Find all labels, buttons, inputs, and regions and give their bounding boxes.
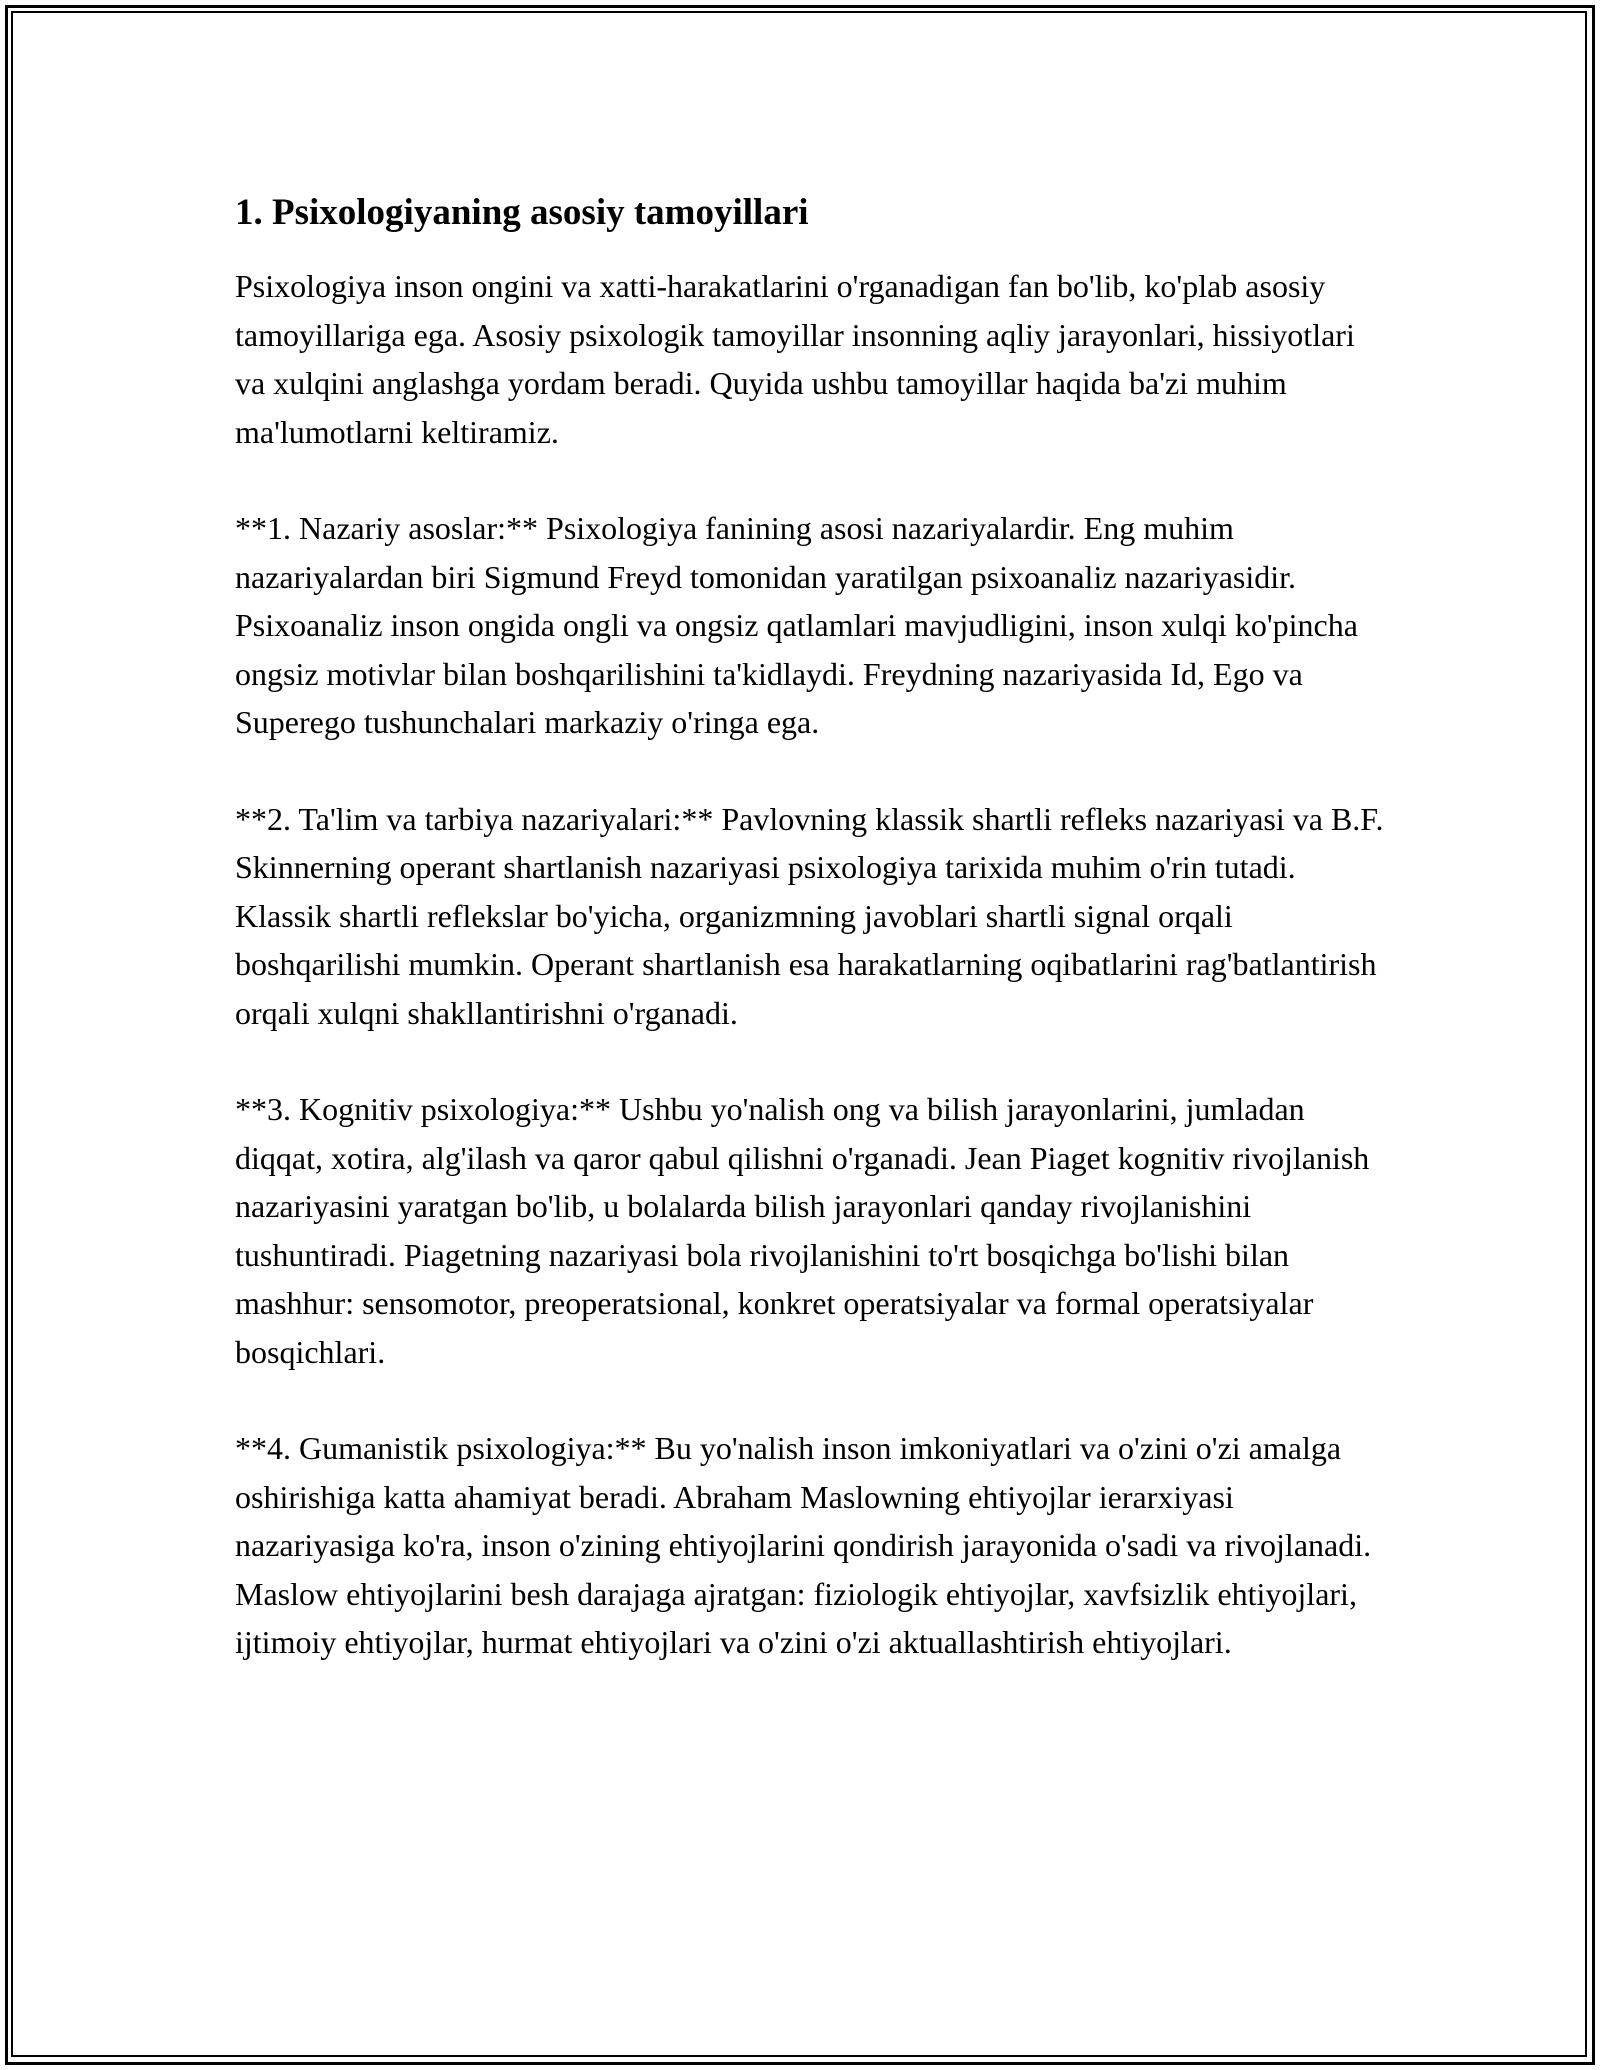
paragraph-kognitiv-psixologiya: **3. Kognitiv psixologiya:** Ushbu yo'nalish ong va bilish jarayonlarini, jumladan diqqat, xotira, alg'ilash va qaror qabul qilishni o'rganadi. Jean Piaget kognitiv rivojlanish nazariyasini yaratgan bo'lib, u bolalarda bilish jarayonlari qanday rivojlanishini tushuntiradi. Piagetning nazariyasi bola rivojlanishini to'rt bosqichga bo'lishi bilan mashhur: sensomotor, preoperatsional, konkret operatsiyalar va formal operatsiyalar bosqichlari. xyxy=(235,1091,1370,1370)
paragraph-nazariy-asoslar: **1. Nazariy asoslar:** Psixologiya fanining asosi nazariyalardir. Eng muhim nazariyalardan biri Sigmund Freyd tomonidan yaratilgan psixoanaliz nazariyasidir. Psixoanaliz inson ongida ongli va ongsiz qatlamlari mavjudligini, inson xulqi ko'pincha ongsiz motivlar bilan boshqarilishini ta'kidlaydi. Freydning nazariyasida Id, Ego va Superego tushunchalari markaziy o'ringa ega. xyxy=(235,510,1358,740)
section-heading: 1. Psixologiyaning asosiy tamoyillari xyxy=(235,192,809,233)
paragraph-gumanistik-psixologiya: **4. Gumanistik psixologiya:** Bu yo'nalish inson imkoniyatlari va o'zini o'zi amalga oshirishiga katta ahamiyat beradi. Abraham Maslowning ehtiyojlar ierarxiyasi nazariyasiga ko'ra, inson o'zining ehtiyojlarini qondirish jarayonida o'sadi va rivojlanadi. Maslow ehtiyojlarini besh darajaga ajratgan: fiziologik ehtiyojlar, xavfsizlik ehtiyojlari, ijtimoiy ehtiyojlar, hurmat ehtiyojlari va o'zini o'zi aktuallashtirish ehtiyojlari. xyxy=(235,1430,1372,1660)
paragraph-talim-tarbiya: **2. Ta'lim va tarbiya nazariyalari:** Pavlovning klassik shartli refleks nazariyasi va B.F. Skinnerning operant shartlanish nazariyasi psixologiya tarixida muhim o'rin tutadi. Klassik shartli reflekslar bo'yicha, organizmning javoblari shartli signal orqali boshqarilishi mumkin. Operant shartlanish esa harakatlarning oqibatlarini rag'batlantirish orqali xulqni shakllantirishni o'rganadi. xyxy=(235,800,1384,1031)
intro-paragraph: Psixologiya inson ongini va xatti-harakatlarini o'rganadigan fan bo'lib, ko'plab asosiy tamoyillariga ega. Asosiy psixologik tamoyillar insonning aqliy jarayonlari, hissiyotlari va xulqini anglashga yordam beradi. Quyida ushbu tamoyillar haqida ba'zi muhim ma'lumotlarni keltiramiz. xyxy=(235,268,1355,450)
document-body xyxy=(235,190,1385,1715)
